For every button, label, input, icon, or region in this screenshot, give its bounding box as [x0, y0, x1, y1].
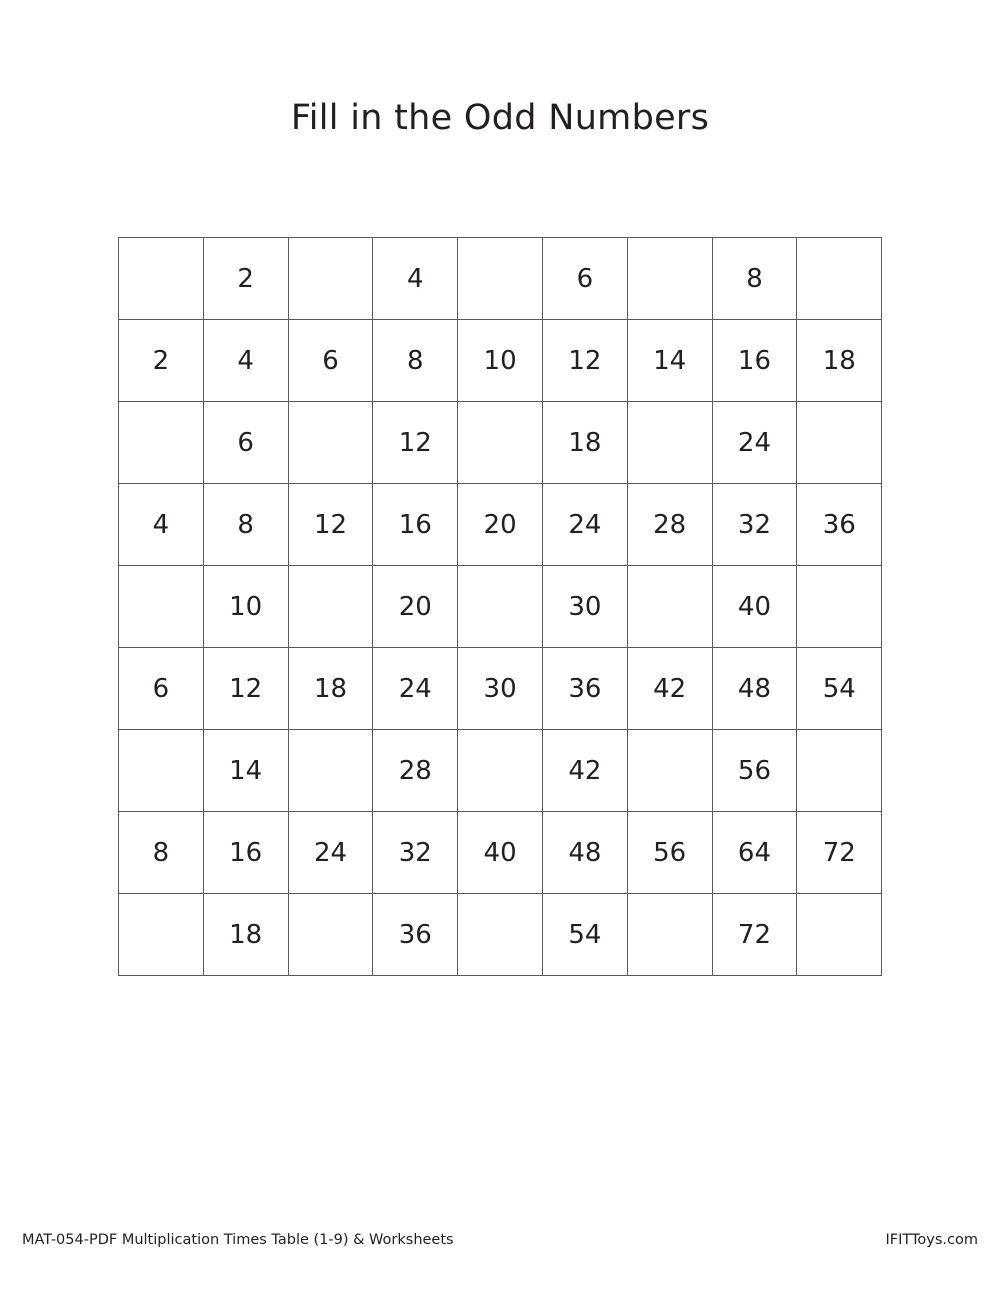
grid-cell-value: 10: [203, 566, 288, 648]
grid-cell-value: 12: [542, 320, 627, 402]
table-row: [119, 894, 882, 976]
grid-cell-value: 42: [627, 648, 712, 730]
grid-cell-value: 42: [542, 730, 627, 812]
grid-cell-blank[interactable]: [627, 566, 712, 648]
grid-cell-value: 24: [712, 402, 797, 484]
grid-cell-value: 2: [119, 320, 204, 402]
table-row: [119, 730, 882, 812]
grid-cell-blank[interactable]: [627, 402, 712, 484]
grid-cell-value: 20: [373, 566, 458, 648]
grid-cell-blank[interactable]: [797, 894, 882, 976]
grid-cell-value: 6: [288, 320, 373, 402]
grid-cell-value: 32: [712, 484, 797, 566]
grid-cell-value: 28: [627, 484, 712, 566]
grid-cell-value: 4: [203, 320, 288, 402]
grid-cell-value: 18: [203, 894, 288, 976]
footer-brand: IFITToys.com: [885, 1232, 978, 1248]
grid-cell-value: 8: [119, 812, 204, 894]
grid-cell-value: 16: [373, 484, 458, 566]
grid-cell-value: 6: [203, 402, 288, 484]
grid-cell-blank[interactable]: [288, 238, 373, 320]
grid-cell-value: 8: [712, 238, 797, 320]
grid-cell-value: 8: [373, 320, 458, 402]
multiplication-grid-container: [118, 237, 882, 976]
grid-body: [119, 238, 882, 976]
grid-cell-value: 32: [373, 812, 458, 894]
grid-cell-value: 10: [458, 320, 543, 402]
grid-cell-blank[interactable]: [119, 566, 204, 648]
grid-cell-value: 72: [797, 812, 882, 894]
table-row: [119, 484, 882, 566]
grid-cell-value: 54: [797, 648, 882, 730]
table-row: [119, 566, 882, 648]
grid-cell-blank[interactable]: [627, 730, 712, 812]
table-row: [119, 648, 882, 730]
grid-cell-value: 4: [373, 238, 458, 320]
grid-cell-value: 18: [288, 648, 373, 730]
grid-cell-value: 8: [203, 484, 288, 566]
grid-cell-blank[interactable]: [797, 238, 882, 320]
grid-cell-value: 4: [119, 484, 204, 566]
grid-cell-value: 40: [712, 566, 797, 648]
grid-cell-value: 72: [712, 894, 797, 976]
grid-cell-value: 16: [203, 812, 288, 894]
multiplication-grid: [118, 237, 882, 976]
grid-cell-value: 54: [542, 894, 627, 976]
footer-document-code: MAT-054-PDF Multiplication Times Table (1-9) & Worksheets: [22, 1232, 454, 1248]
grid-cell-value: 24: [542, 484, 627, 566]
grid-cell-blank[interactable]: [288, 402, 373, 484]
grid-cell-value: 12: [373, 402, 458, 484]
grid-cell-value: 36: [797, 484, 882, 566]
grid-cell-value: 56: [627, 812, 712, 894]
grid-cell-value: 20: [458, 484, 543, 566]
grid-cell-blank[interactable]: [119, 402, 204, 484]
grid-cell-value: 30: [542, 566, 627, 648]
grid-cell-value: 28: [373, 730, 458, 812]
grid-cell-value: 64: [712, 812, 797, 894]
grid-cell-value: 48: [542, 812, 627, 894]
grid-cell-blank[interactable]: [458, 238, 543, 320]
grid-cell-blank[interactable]: [627, 238, 712, 320]
grid-cell-value: 12: [288, 484, 373, 566]
grid-cell-blank[interactable]: [797, 402, 882, 484]
grid-cell-value: 6: [542, 238, 627, 320]
grid-cell-blank[interactable]: [627, 894, 712, 976]
page-footer: [0, 1232, 1000, 1262]
grid-cell-blank[interactable]: [458, 730, 543, 812]
grid-cell-blank[interactable]: [458, 566, 543, 648]
grid-cell-value: 24: [288, 812, 373, 894]
grid-cell-blank[interactable]: [288, 730, 373, 812]
grid-cell-value: 12: [203, 648, 288, 730]
grid-cell-blank[interactable]: [119, 238, 204, 320]
grid-cell-blank[interactable]: [458, 402, 543, 484]
grid-cell-value: 6: [119, 648, 204, 730]
grid-cell-value: 14: [203, 730, 288, 812]
table-row: [119, 402, 882, 484]
grid-cell-value: 2: [203, 238, 288, 320]
grid-cell-value: 18: [797, 320, 882, 402]
grid-cell-blank[interactable]: [797, 730, 882, 812]
table-row: [119, 812, 882, 894]
grid-cell-value: 30: [458, 648, 543, 730]
grid-cell-value: 24: [373, 648, 458, 730]
page-title: Fill in the Odd Numbers: [290, 98, 710, 138]
grid-cell-value: 14: [627, 320, 712, 402]
grid-cell-blank[interactable]: [288, 894, 373, 976]
grid-cell-blank[interactable]: [119, 894, 204, 976]
grid-cell-blank[interactable]: [797, 566, 882, 648]
grid-cell-value: 40: [458, 812, 543, 894]
table-row: [119, 238, 882, 320]
grid-cell-value: 48: [712, 648, 797, 730]
grid-cell-blank[interactable]: [458, 894, 543, 976]
grid-cell-value: 36: [542, 648, 627, 730]
grid-cell-value: 36: [373, 894, 458, 976]
grid-cell-blank[interactable]: [119, 730, 204, 812]
table-row: [119, 320, 882, 402]
grid-cell-blank[interactable]: [288, 566, 373, 648]
grid-cell-value: 18: [542, 402, 627, 484]
grid-cell-value: 56: [712, 730, 797, 812]
grid-cell-value: 16: [712, 320, 797, 402]
